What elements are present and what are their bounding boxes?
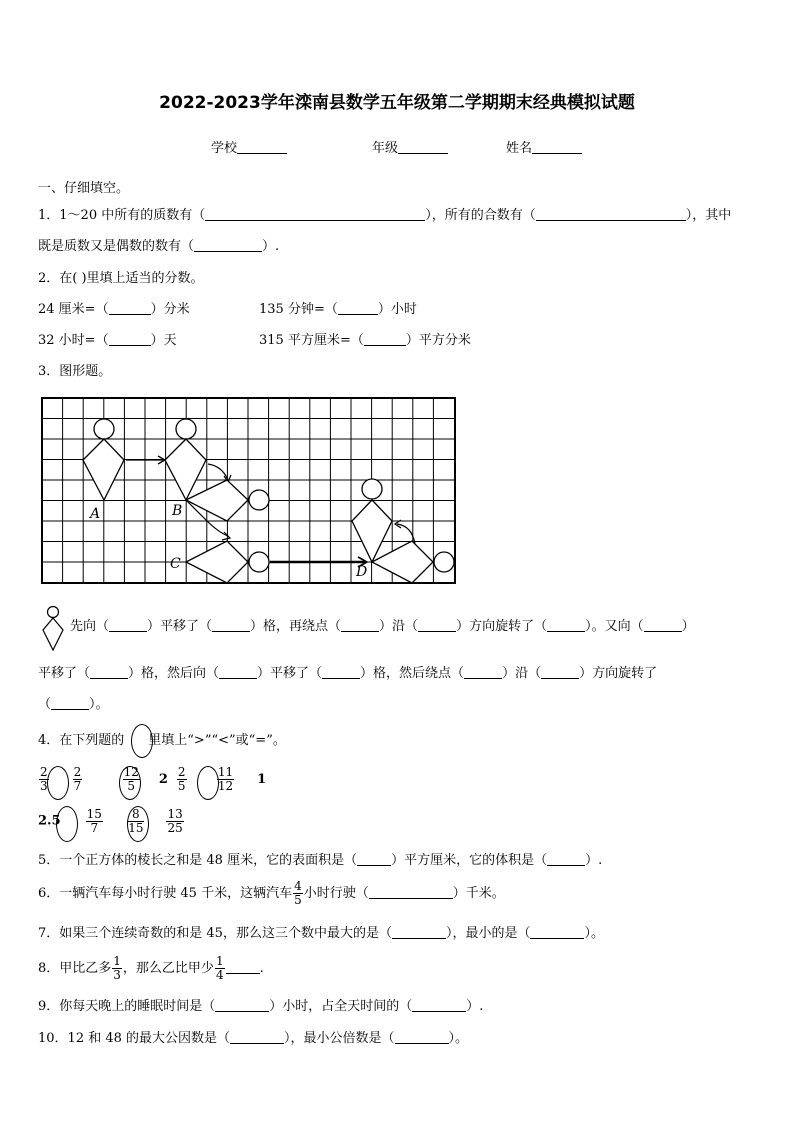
- question-1-line-2: 既是质数又是偶数的数有（ ）.: [38, 239, 280, 254]
- answer-blank[interactable]: [194, 238, 262, 252]
- shape-c: [186, 541, 269, 583]
- label-a: A: [90, 506, 101, 522]
- transformation-grid-figure: [40, 396, 460, 588]
- label-c: C: [170, 556, 181, 572]
- question-9: 9．你每天晚上的睡眠时间是（ ）小时，占全天时间的（ ）.: [38, 999, 484, 1014]
- school-field[interactable]: [211, 140, 287, 158]
- question-2-item: 315 平方厘米=（ ）平方分米: [259, 333, 471, 348]
- shape-b: [165, 419, 206, 500]
- question-3-intro: 3．图形题。: [38, 364, 112, 379]
- answer-blank[interactable]: [412, 998, 466, 1012]
- question-2-item: 24 厘米=（ ）分米: [38, 302, 190, 317]
- answer-blank[interactable]: [205, 207, 425, 221]
- compare-circle[interactable]: [47, 766, 69, 800]
- answer-blank[interactable]: [230, 1030, 284, 1044]
- compare-circle[interactable]: [56, 806, 78, 842]
- name-field[interactable]: [506, 140, 582, 158]
- question-10: 10．12 和 48 的最大公因数是（ ），最小公倍数是（ ）。: [38, 1031, 469, 1046]
- answer-blank[interactable]: [226, 960, 260, 974]
- page-title: 2022-2023学年滦南县数学五年级第二学期期末经典模拟试题: [159, 93, 635, 113]
- compare-circle[interactable]: [197, 766, 219, 800]
- compare-row-1: $\frac{2}{3}$ $\frac{2}{7}$ $\frac{12}{5}$ 2 $\frac{2}{5}$ $\frac{11}{12}$ 1: [40, 765, 267, 793]
- grade-field[interactable]: [372, 140, 448, 158]
- shape-b-rotated: [186, 480, 269, 521]
- question-6: 6．一辆汽车每小时行驶 45 千米，这辆汽车 $\frac{4}{5}$ 小时行驶（ ）千米。: [38, 879, 505, 907]
- shape-reference-icon: [40, 605, 66, 653]
- compare-circle[interactable]: [119, 766, 141, 800]
- answer-blank[interactable]: [357, 852, 391, 866]
- name-label: 姓名: [506, 141, 533, 156]
- label-b: B: [172, 503, 183, 519]
- question-3-line-2: 平移了（ ）格，然后向（ ）平移了（ ）格，然后绕点（ ）沿（ ）方向旋转了: [38, 666, 658, 681]
- compare-row-2: 2.5 $\frac{15}{7}$ $\frac{8}{15}$ $\frac{13}{25}$: [38, 807, 183, 835]
- school-label: 学校: [211, 141, 238, 156]
- compare-circle-example: [131, 724, 153, 758]
- answer-blank[interactable]: [547, 852, 585, 866]
- shape-a: [83, 419, 124, 500]
- label-d: D: [356, 564, 368, 580]
- question-2-intro: 2．在( )里填上适当的分数。: [38, 271, 204, 286]
- answer-blank[interactable]: [215, 998, 269, 1012]
- section-heading: 一、仔细填空。: [38, 181, 130, 196]
- shape-d: [352, 479, 454, 583]
- answer-blank[interactable]: [536, 207, 686, 221]
- compare-circle[interactable]: [127, 806, 149, 842]
- question-8: 8．甲比乙多 $\frac{1}{3}$ ，那么乙比甲少 $\frac{1}{4}$ .: [38, 954, 264, 982]
- question-3-line-3: （ ）。: [38, 697, 109, 712]
- question-7: 7．如果三个连续奇数的和是 45，那么这三个数中最大的是（ ），最小的是（ ）。: [38, 926, 604, 941]
- question-1-line-1: 1．1～20 中所有的质数有（ ），所有的合数有（ ），其中: [38, 208, 732, 223]
- question-5: 5．一个正方体的棱长之和是 48 厘米，它的表面积是（ ）平方厘米，它的体积是（ ）.: [38, 853, 603, 868]
- answer-blank[interactable]: [392, 925, 446, 939]
- question-2-item: 32 小时=（ ）天: [38, 333, 177, 348]
- answer-blank[interactable]: [338, 301, 378, 315]
- answer-blank[interactable]: [109, 301, 151, 315]
- answer-blank[interactable]: [364, 332, 406, 346]
- question-2-item: 135 分钟=（ ）小时: [259, 302, 417, 317]
- question-4-intro: 4．在下列题的 里填上“>”“<”或“=”。: [38, 733, 286, 748]
- answer-blank[interactable]: [109, 332, 151, 346]
- grade-label: 年级: [372, 141, 399, 156]
- answer-blank[interactable]: [395, 1030, 449, 1044]
- answer-blank[interactable]: [369, 885, 453, 899]
- answer-blank[interactable]: [530, 925, 584, 939]
- question-3-line-1: 先向（ ）平移了（ ）格，再绕点（ ）沿（ ）方向旋转了（ ）。又向（ ）: [70, 619, 695, 634]
